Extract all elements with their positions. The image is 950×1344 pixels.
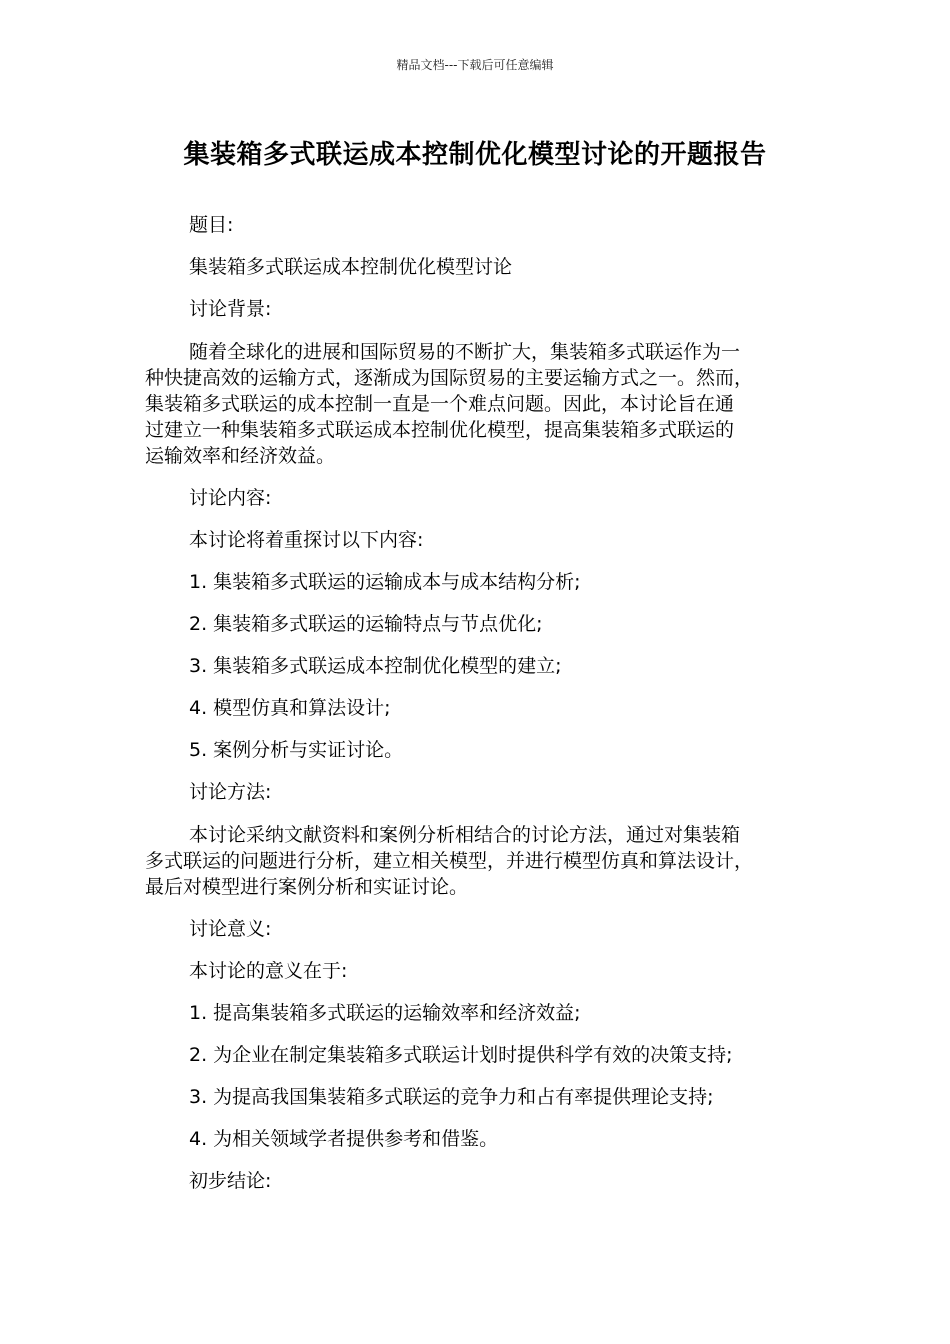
background-line: 集装箱多式联运的成本控制一直是一个难点问题。因此，本讨论旨在通 [145, 393, 735, 415]
background-paragraph [145, 339, 805, 469]
content-intro: 本讨论将着重探讨以下内容: [189, 529, 424, 551]
method-line: 最后对模型进行案例分析和实证讨论。 [145, 876, 469, 898]
significance-label: 讨论意义: [189, 918, 272, 940]
content-item: 5. 案例分析与实证讨论。 [189, 739, 404, 761]
method-line: 本讨论采纳文献资料和案例分析相结合的讨论方法，通过对集装箱 [189, 824, 741, 846]
method-label: 讨论方法: [189, 781, 272, 803]
method-line: 多式联运的问题进行分析，建立相关模型，并进行模型仿真和算法设计， [145, 850, 754, 872]
topic-text: 集装箱多式联运成本控制优化模型讨论 [189, 256, 513, 278]
document-title: 集装箱多式联运成本控制优化模型讨论的开题报告 [183, 140, 767, 170]
background-label: 讨论背景: [189, 298, 272, 320]
method-paragraph [145, 822, 805, 900]
significance-item: 1. 提高集装箱多式联运的运输效率和经济效益; [189, 1002, 581, 1024]
content-item: 1. 集装箱多式联运的运输成本与成本结构分析; [189, 571, 581, 593]
document-body [145, 213, 805, 1211]
topic-label: 题目: [189, 214, 234, 236]
significance-item: 3. 为提高我国集装箱多式联运的竞争力和占有率提供理论支持; [189, 1086, 714, 1108]
conclusion-label: 初步结论: [189, 1170, 272, 1192]
content-label: 讨论内容: [189, 487, 272, 509]
content-item: 2. 集装箱多式联运的运输特点与节点优化; [189, 613, 543, 635]
background-line: 随着全球化的进展和国际贸易的不断扩大，集装箱多式联运作为一 [189, 341, 741, 363]
significance-item: 2. 为企业在制定集装箱多式联运计划时提供科学有效的决策支持; [189, 1044, 733, 1066]
significance-item: 4. 为相关领域学者提供参考和借鉴。 [189, 1128, 499, 1150]
content-item: 3. 集装箱多式联运成本控制优化模型的建立; [189, 655, 562, 677]
content-item: 4. 模型仿真和算法设计; [189, 697, 391, 719]
page-header-note: 精品文档---下载后可任意编辑 [396, 58, 554, 72]
background-line: 运输效率和经济效益。 [145, 445, 336, 467]
background-line: 过建立一种集装箱多式联运成本控制优化模型，提高集装箱多式联运的 [145, 419, 735, 441]
background-line: 种快捷高效的运输方式，逐渐成为国际贸易的主要运输方式之一。然而， [145, 367, 754, 389]
significance-intro: 本讨论的意义在于: [189, 960, 348, 982]
